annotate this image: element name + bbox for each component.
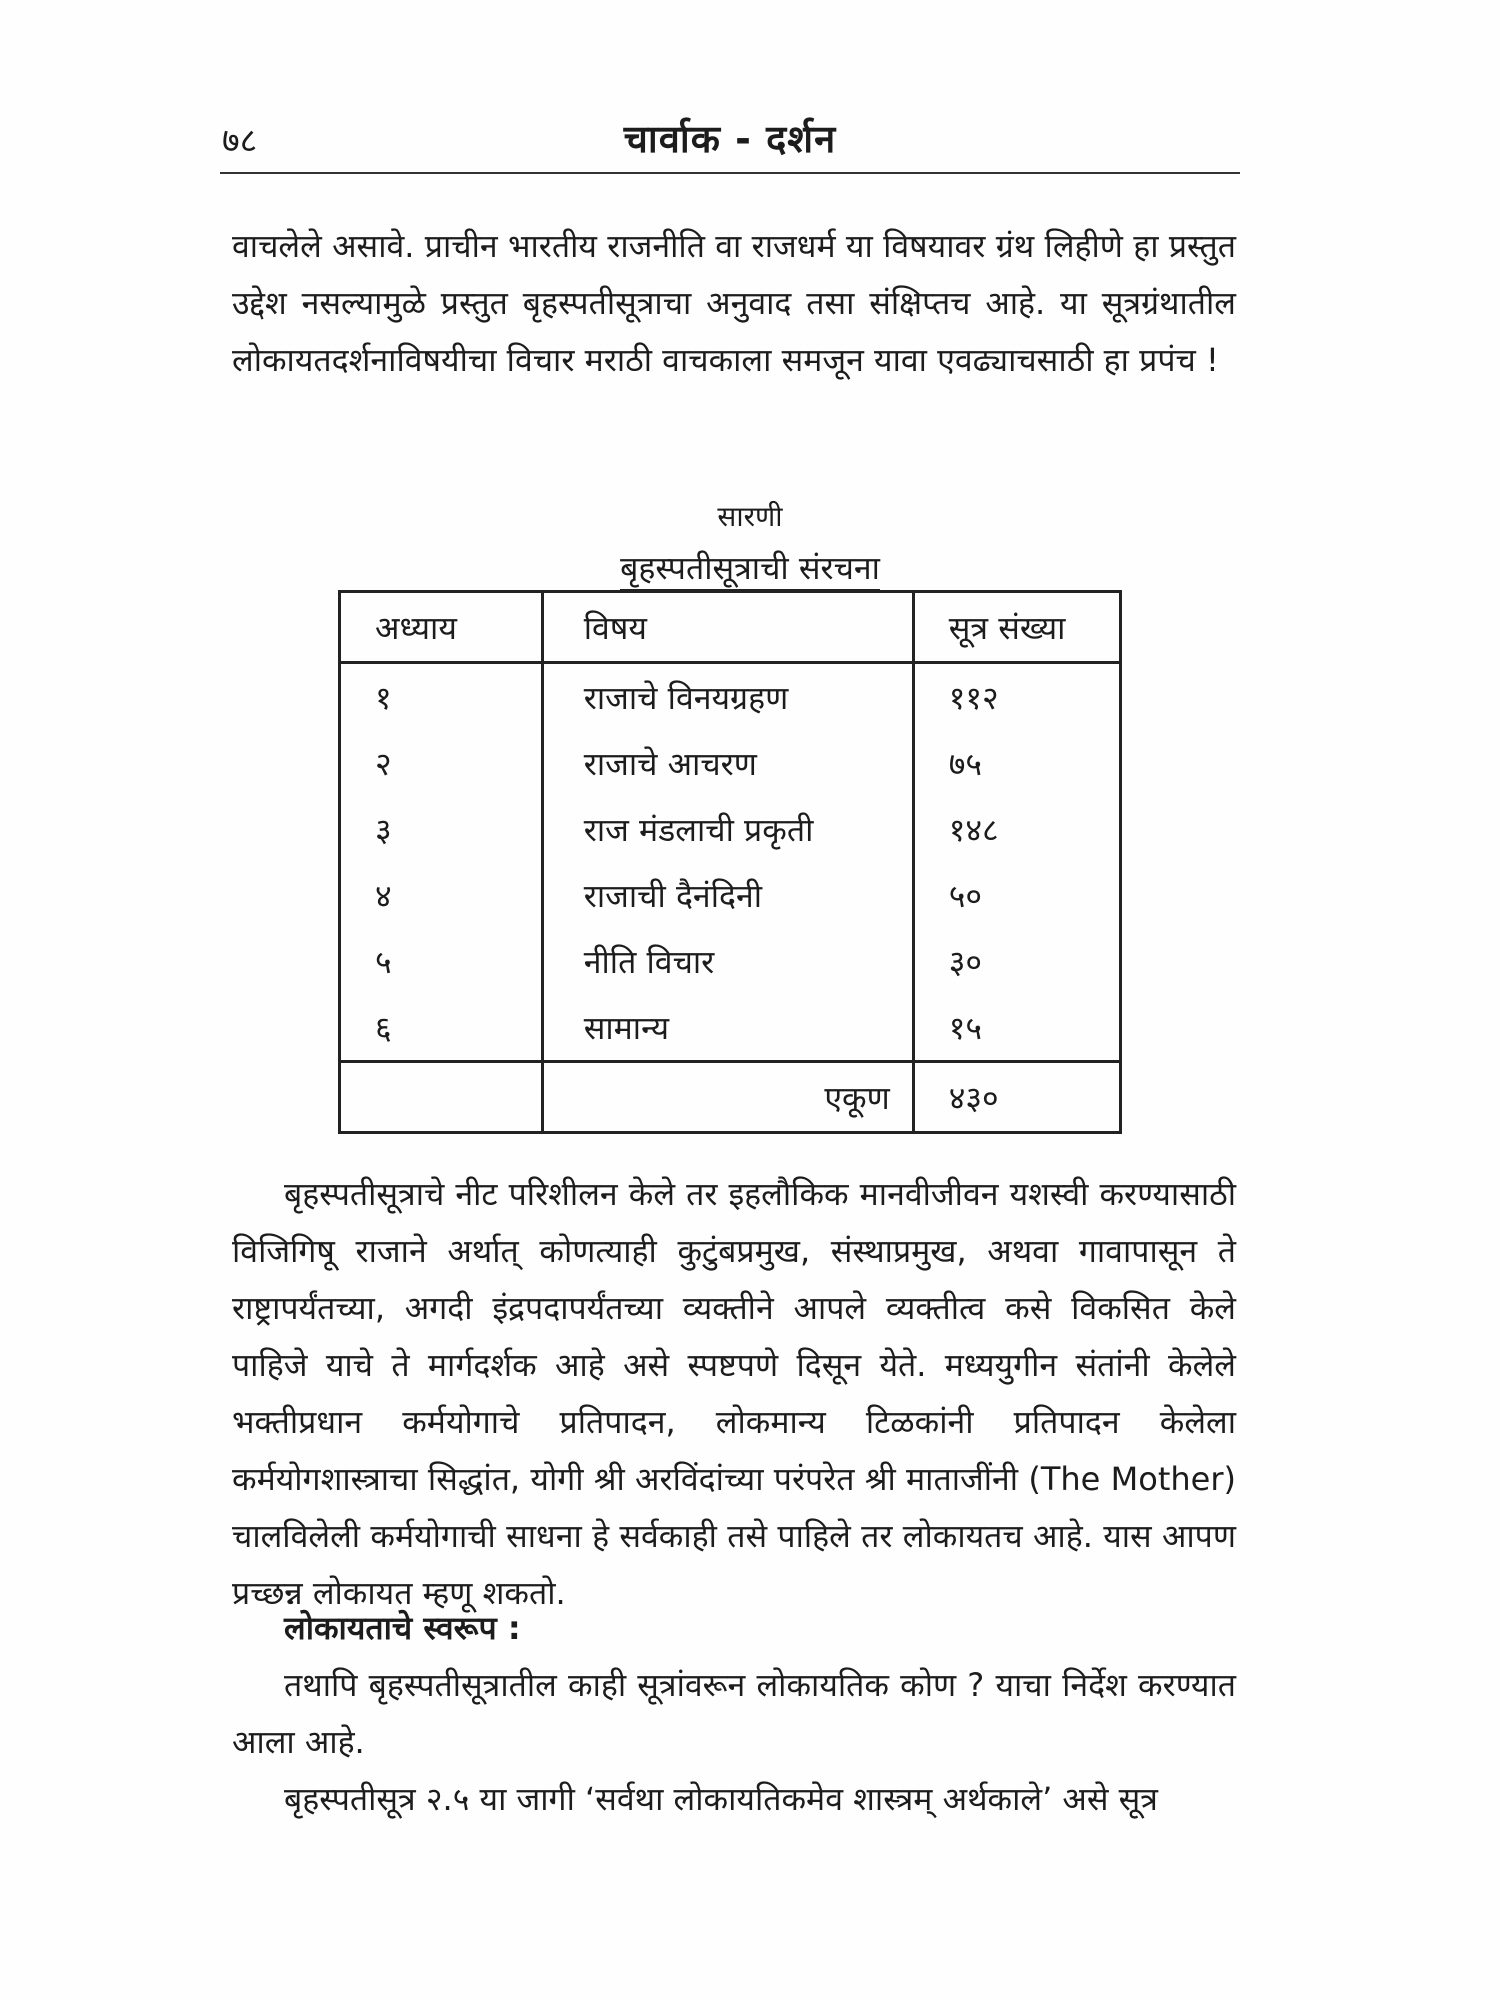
table-title (0, 546, 1500, 589)
cell-subject: राजाचे आचरण (542, 730, 913, 796)
cell-chapter: ४ (340, 862, 543, 928)
cell-count: ५० (913, 862, 1120, 928)
cell-empty (340, 1062, 543, 1133)
table-row (340, 730, 1121, 796)
cell-count: ११२ (913, 663, 1120, 731)
page-header (220, 112, 1240, 174)
cell-chapter: २ (340, 730, 543, 796)
paragraph-sutra-reference: बृहस्पतीसूत्र २.५ या जागी ‘सर्वथा लोकायतिकमेव शास्त्रम् अर्थकाले’ असे सूत्र (284, 1780, 1158, 1818)
cell-chapter: ६ (340, 994, 543, 1062)
total-label: एकूण (542, 1062, 913, 1133)
table-row (340, 994, 1121, 1062)
column-header-chapter: अध्याय (340, 592, 543, 663)
cell-count: १४८ (913, 796, 1120, 862)
table-title-text: बृहस्पतीसूत्राची संरचना (620, 549, 880, 591)
table-row (340, 663, 1121, 731)
paragraph-analysis: बृहस्पतीसूत्राचे नीट परिशीलन केले तर इहलौकिक मानवीजीवन यशस्वी करण्यासाठी विजिगिषू राजाने अर्थात् कोणत्याही कुटुंबप्रमुख, संस्थाप्रमुख, अथवा गावापासून ते राष्ट्रापर्यंतच्या, अगदी इंद्रपदापर्यंतच्या व्यक्तीने आपले व्यक्तीत्व कसे विकसित केले पाहिजे याचे ते मार्गदर्शक आहे असे स्पष्टपणे दिसून येते. मध्ययुगीन संतांनी केलेले भक्तीप्रधान कर्मयोगाचे प्रतिपादन, लोकमान्य टिळकांनी प्रतिपादन केलेला कर्मयोगशास्त्राचा सिद्धांत, योगी श्री अरविंदांच्या परंपरेत श्री माताजींनी (The Mother) चालविलेली कर्मयोगाची साधना हे सर्वकाही तसे पाहिले तर लोकायतच आहे. यास आपण प्रच्छन्न लोकायत म्हणू शकतो. (232, 1175, 1236, 1612)
cell-subject: राजाची दैनंदिनी (542, 862, 913, 928)
cell-count: ७५ (913, 730, 1120, 796)
running-title: चार्वाक - दर्शन (623, 117, 837, 161)
cell-count: ३० (913, 928, 1120, 994)
column-header-subject: विषय (542, 592, 913, 663)
table-total-row (340, 1062, 1121, 1133)
cell-subject: राज मंडलाची प्रकृती (542, 796, 913, 862)
table-row (340, 862, 1121, 928)
total-count: ४३० (913, 1062, 1120, 1133)
table-row (340, 928, 1121, 994)
cell-chapter: १ (340, 663, 543, 731)
sutra-structure-table (338, 590, 1122, 1134)
table-header-row (340, 592, 1121, 663)
column-header-count: सूत्र संख्या (913, 592, 1120, 663)
page-number: ७८ (222, 121, 258, 161)
table-row (340, 796, 1121, 862)
paragraph-intro: वाचलेले असावे. प्राचीन भारतीय राजनीति वा राजधर्म या विषयावर ग्रंथ लिहीणे हा प्रस्तुत उद्देश नसल्यामुळे प्रस्तुत बृहस्पतीसूत्राचा अनुवाद तसा संक्षिप्तच आहे. या सूत्रग्रंथातील लोकायतदर्शनाविषयीचा विचार मराठी वाचकाला समजून यावा एवढ्याचसाठी हा प्रपंच ! (232, 227, 1236, 379)
cell-count: १५ (913, 994, 1120, 1062)
cell-subject: राजाचे विनयग्रहण (542, 663, 913, 731)
cell-chapter: ३ (340, 796, 543, 862)
section-heading: लोकायताचे स्वरूप : (284, 1609, 521, 1647)
cell-subject: नीति विचार (542, 928, 913, 994)
cell-chapter: ५ (340, 928, 543, 994)
cell-subject: सामान्य (542, 994, 913, 1062)
table-label: सारणी (717, 500, 783, 533)
paragraph-lokayatik: तथापि बृहस्पतीसूत्रातील काही सूत्रांवरून लोकायतिक कोण ? याचा निर्देश करण्यात आला आहे. (232, 1666, 1236, 1761)
